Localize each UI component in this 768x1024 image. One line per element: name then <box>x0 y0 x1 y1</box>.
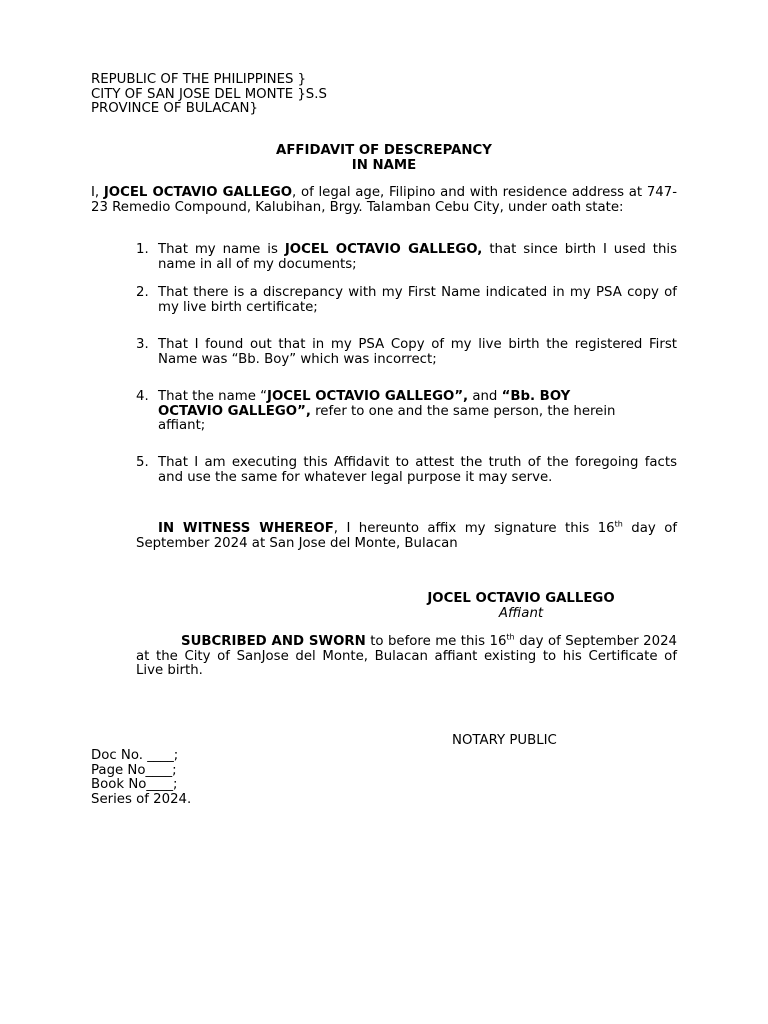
intro-paragraph <box>91 186 677 215</box>
signatory-name: JOCEL OCTAVIO GALLEGO <box>427 591 615 606</box>
item-text-post: refer to one and the same person, the herein affiant; <box>158 403 616 434</box>
item-text: That I found out that in my PSA Copy of my live birth the registered First Name was “Bb. Boy” which was incorrect; <box>158 337 677 367</box>
signature-block <box>392 592 650 621</box>
caption-line-republic: REPUBLIC OF THE PHILIPPINES } <box>91 72 307 87</box>
item-text-pre: That the name “ <box>158 389 268 404</box>
item-name-primary: JOCEL OCTAVIO GALLEGO”, <box>267 389 469 404</box>
jurat-text-2: day of September 2024 at the City of SanJose del Monte, Bulacan affiant existing to his Certificate of Live birth. <box>136 634 677 679</box>
item-text-post: that since birth I used this name in all of my documents; <box>158 242 677 272</box>
witness-text-2: day of September 2024 at San Jose del Monte, Bulacan <box>136 521 678 551</box>
item-text: That I am executing this Affidavit to attest the truth of the foregoing facts and use the same for whatever legal purpose it may serve. <box>158 455 677 485</box>
witness-ordinal: th <box>614 519 623 529</box>
jurat-ordinal: th <box>506 632 515 642</box>
item-name: JOCEL OCTAVIO GALLEGO, <box>284 242 483 257</box>
page-number: Page No____; <box>91 762 177 778</box>
notary-public-label: NOTARY PUBLIC <box>452 733 557 748</box>
item-text-pre: That my name is <box>158 242 285 257</box>
intro-rest: , of legal age, Filipino and with residence address at 747-23 Remedio Compound, Kalubihan, Brgy. Talamban Cebu City, under oath state: <box>91 185 678 215</box>
jurat-paragraph <box>136 632 677 679</box>
item-text <box>158 243 677 272</box>
affiant-name: JOCEL OCTAVIO GALLEGO <box>103 185 293 200</box>
witness-heading: IN WITNESS WHEREOF <box>158 521 334 536</box>
item-text-mid: and <box>468 389 502 404</box>
item-text: That there is a discrepancy with my First Name indicated in my PSA copy of my live birth certificate; <box>158 285 677 315</box>
jurat-heading: SUBCRIBED AND SWORN <box>181 634 366 649</box>
doc-number: Doc No. ____; <box>91 748 179 763</box>
witness-text-1: , I hereunto affix my signature this 16 <box>333 521 615 536</box>
notarial-docket <box>91 749 191 807</box>
title-line-1: AFFIDAVIT OF DESCREPANCY <box>276 143 492 158</box>
item-number: 4. <box>136 389 149 404</box>
item-number: 2. <box>136 285 149 300</box>
venue-caption <box>91 73 327 117</box>
item-name-alias: “Bb. BOY OCTAVIO GALLEGO”, <box>158 389 571 419</box>
intro-prefix: I, <box>91 185 104 200</box>
witness-clause <box>136 519 678 551</box>
item-number: 1. <box>136 242 149 257</box>
caption-line-province: PROVINCE OF BULACAN} <box>91 101 258 117</box>
item-number: 5. <box>136 455 149 470</box>
caption-line-city: CITY OF SAN JOSE DEL MONTE }S.S <box>91 86 327 102</box>
signatory-role: Affiant <box>498 605 544 621</box>
document-title <box>91 144 677 173</box>
book-number: Book No____; <box>91 777 178 793</box>
item-text <box>158 390 638 434</box>
jurat-text-1: to before me this 16 <box>365 634 507 649</box>
series-year: Series of 2024. <box>91 791 192 807</box>
title-line-2: IN NAME <box>351 157 417 173</box>
item-number: 3. <box>136 337 149 352</box>
